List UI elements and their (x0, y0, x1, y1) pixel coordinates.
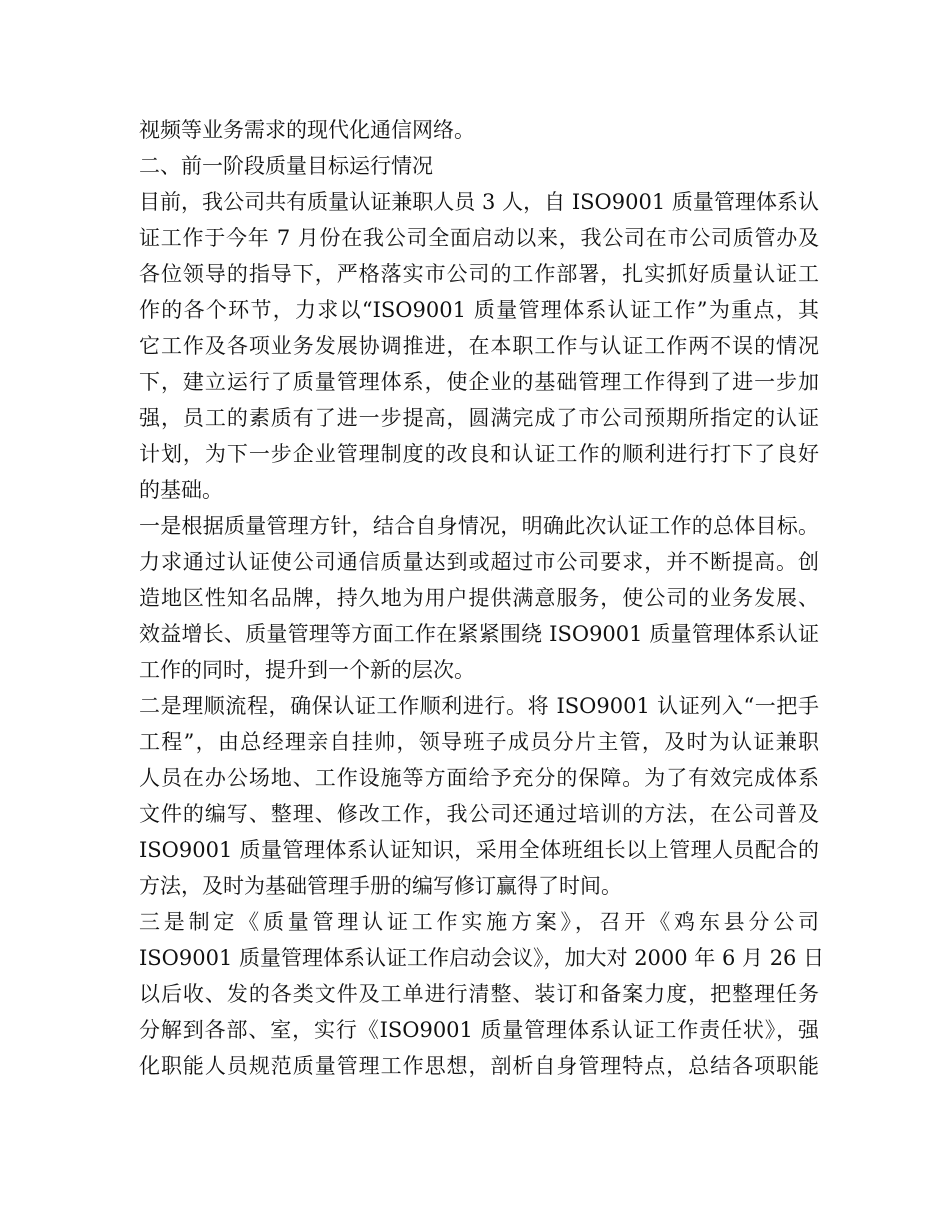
text-line: 视频等业务需求的现代化通信网络。 (139, 118, 475, 142)
text-line: 文件的编写、整理、修改工作，我公司还通过培训的方法，在公司普及 (139, 802, 819, 826)
text-line: 效益增长、质量管理等方面工作在紧紧围绕 ISO9001 质量管理体系认证 (139, 622, 819, 646)
section-heading: 二、前一阶段质量目标运行情况 (139, 154, 433, 178)
document-body (139, 112, 825, 1084)
text-line: 作的各个环节，力求以“ISO9001 质量管理体系认证工作”为重点，其 (139, 298, 819, 322)
text-line: 造地区性知名品牌，持久地为用户提供满意服务，使公司的业务发展、 (139, 586, 819, 610)
text-line: 工作的同时，提升到一个新的层次。 (139, 658, 475, 682)
text-line: 工程”，由总经理亲自挂帅，领导班子成员分片主管，及时为认证兼职 (139, 730, 819, 754)
text-line: 各位领导的指导下，严格落实市公司的工作部署，扎实抓好质量认证工 (139, 262, 819, 286)
text-line: 它工作及各项业务发展协调推进，在本职工作与认证工作两不误的情况 (139, 334, 819, 358)
text-line: ISO9001 质量管理体系认证工作启动会议》，加大对 2000 年 6 月 26 日 (139, 946, 825, 970)
text-line: ISO9001 质量管理体系认证知识，采用全体班组长以上管理人员配合的 (139, 838, 819, 862)
text-line: 计划，为下一步企业管理制度的改良和认证工作的顺利进行打下了良好 (139, 442, 819, 466)
text-line: 方法，及时为基础管理手册的编写修订赢得了时间。 (139, 874, 622, 898)
text-line: 下，建立运行了质量管理体系，使企业的基础管理工作得到了进一步加 (139, 370, 819, 394)
text-line: 证工作于今年 7 月份在我公司全面启动以来，我公司在市公司质管办及 (139, 226, 819, 250)
text-line: 一是根据质量管理方针，结合自身情况，明确此次认证工作的总体目标。 (139, 514, 819, 538)
text-line: 三是制定《质量管理认证工作实施方案》，召开《鸡东县分公司 (139, 910, 819, 934)
text-line: 以后收、发的各类文件及工单进行清整、装订和备案力度，把整理任务 (139, 982, 819, 1006)
text-line: 力求通过认证使公司通信质量达到或超过市公司要求，并不断提高。创 (139, 550, 819, 574)
text-line: 强，员工的素质有了进一步提高，圆满完成了市公司预期所指定的认证 (139, 406, 819, 430)
text-line: 人员在办公场地、工作设施等方面给予充分的保障。为了有效完成体系 (139, 766, 819, 790)
text-line: 分解到各部、室，实行《ISO9001 质量管理体系认证工作责任状》，强 (139, 1018, 819, 1042)
text-line: 化职能人员规范质量管理工作思想，剖析自身管理特点，总结各项职能 (139, 1054, 819, 1078)
text-line: 的基础。 (139, 478, 223, 502)
text-line: 目前，我公司共有质量认证兼职人员 3 人，自 ISO9001 质量管理体系认 (139, 190, 819, 214)
text-line: 二是理顺流程，确保认证工作顺利进行。将 ISO9001 认证列入“一把手 (139, 694, 819, 718)
